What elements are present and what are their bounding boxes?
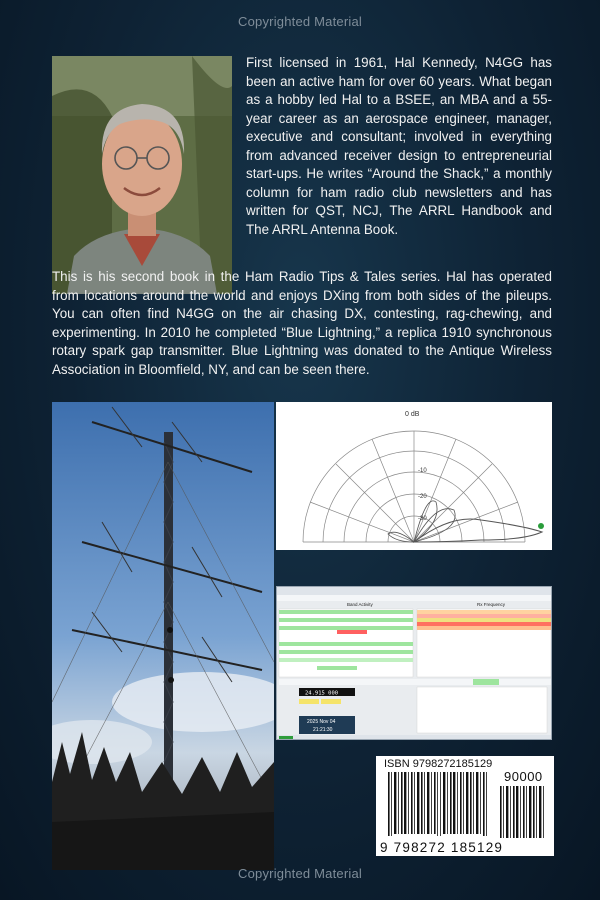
polar-label-0db: 0 dB [405, 411, 420, 418]
bio-paragraph-2: This is his second book in the Ham Radio Tips & Tales series. Hal has operated from locations around the world and enjoys DXing from both sides of the pileups. You can often find N4GG on the air chasing DX, contesting, rag-chewing, and experimenting. In 2010 he completed “Blue Lightning,” a replica 1910 synchronous rotary spark gap transmitter. Blue Lightning was donated to the Antique Wireless Association in Bloomfield, NY, and can be seen there. [52, 269, 552, 377]
author-photo [52, 56, 232, 294]
logger-date: 2025 Nov 04 [307, 719, 336, 725]
bio-paragraph-1: First licensed in 1961, Hal Kennedy, N4GG has been an active ham for over 60 years. What began as a hobby led Hal to a BSEE, an MBA and a 55-year career as an aerospace engineer, manager, executive and consultant; involved in everything from advanced receiver design to entrepreneurial start-ups. He writes “Around the Shack,” a monthly column for ham radio club newsletters and has written for QST, NCJ, The ARRL Handbook and The ARRL Antenna Book. [246, 55, 552, 237]
isbn-barcode [376, 756, 554, 856]
logger-frequency: 24.915 000 [305, 690, 339, 697]
polar-scale-20: -20 [418, 494, 427, 500]
antenna-tower-photo [52, 402, 274, 870]
polar-scale-30: -30 [418, 516, 427, 522]
polar-scale-10: -10 [418, 468, 427, 474]
isbn-label: ISBN 9798272185129 [384, 758, 493, 770]
isbn-digits: 9 798272 185129 [380, 840, 504, 855]
copyright-watermark-top: Copyrighted Material [238, 14, 362, 29]
price-code: 90000 [504, 769, 543, 784]
polar-radiation-plot [276, 402, 552, 550]
logger-title-right: Rx Frequency [477, 602, 506, 607]
logger-time: 21:21:30 [313, 727, 333, 733]
logger-title-left: Band Activity [347, 602, 373, 607]
copyright-watermark-bottom: Copyrighted Material [238, 866, 362, 881]
logger-screenshot [276, 586, 552, 740]
